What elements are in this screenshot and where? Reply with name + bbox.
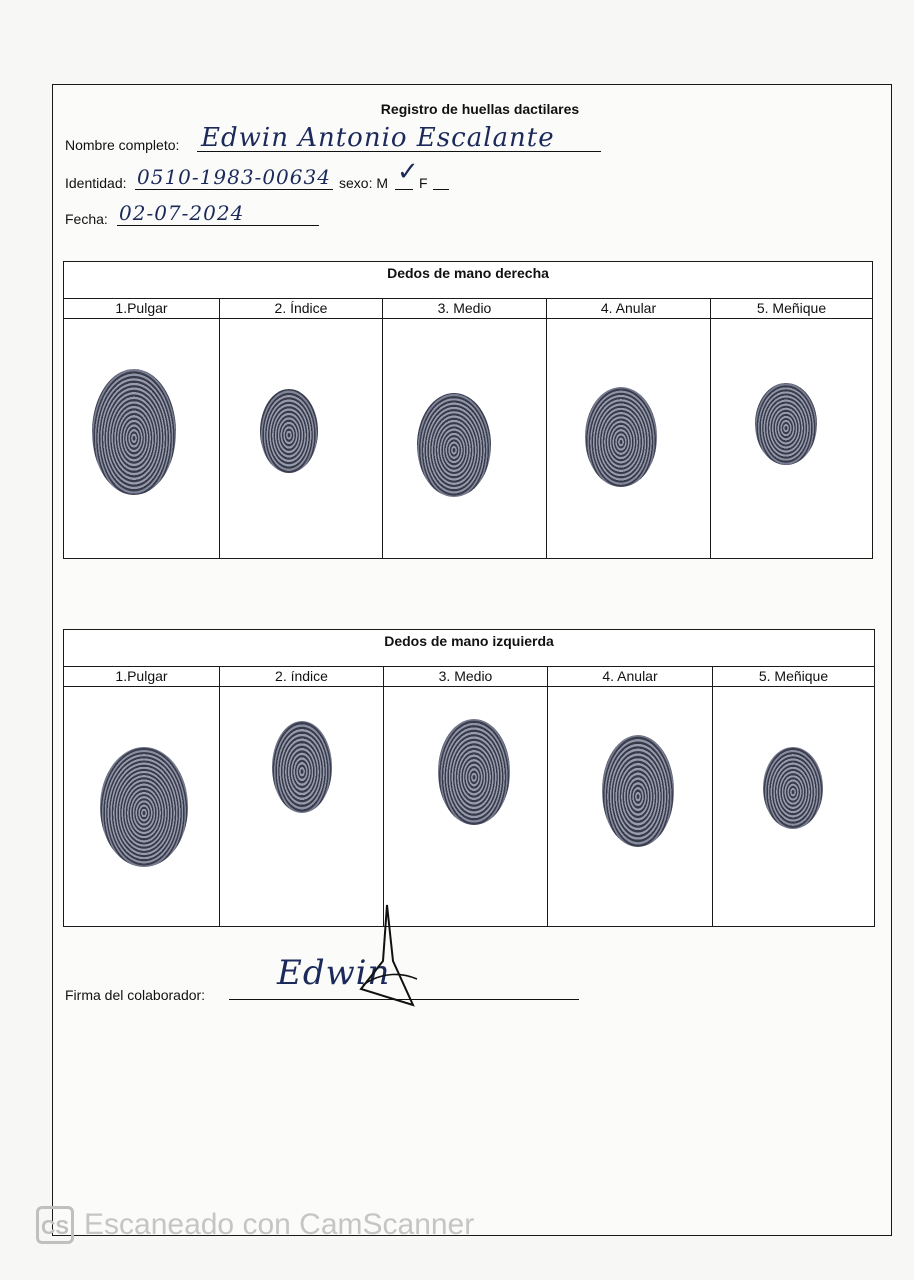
left-little-column [713, 666, 874, 926]
left-little-fingerprint [763, 747, 823, 829]
sex-f-label: F [419, 175, 428, 191]
sex-label: sexo: M [339, 175, 389, 191]
right-index-fingerprint [260, 389, 318, 473]
id-underline [135, 189, 333, 190]
right-ring-column [547, 298, 711, 558]
camscanner-watermark [36, 1206, 474, 1244]
sex-f-underline [433, 189, 449, 190]
name-value: Edwin Antonio Escalante [201, 123, 555, 153]
date-value: 02-07-2024 [119, 201, 245, 225]
name-underline [197, 151, 601, 152]
right-thumb-fingerprint [92, 369, 176, 495]
camscanner-logo: CS [36, 1206, 74, 1244]
right-hand-table [63, 261, 873, 559]
left-thumb-label: 1.Pulgar [64, 666, 219, 687]
right-little-label: 5. Meñique [711, 298, 872, 319]
right-thumb-column [64, 298, 220, 558]
date-label: Fecha: [65, 211, 108, 227]
left-ring-label: 4. Anular [548, 666, 712, 687]
sex-check-mark: ✓ [397, 157, 420, 187]
left-hand-title: Dedos de mano izquierda [64, 630, 874, 667]
camscanner-text: Escaneado con CamScanner [84, 1208, 475, 1241]
left-index-fingerprint [272, 721, 332, 813]
right-hand-title: Dedos de mano derecha [64, 262, 872, 299]
right-index-column [220, 298, 383, 558]
id-label: Identidad: [65, 175, 127, 191]
form-title: Registro de huellas dactilares [380, 101, 580, 117]
left-index-label: 2. índice [220, 666, 383, 687]
left-ring-column [548, 666, 713, 926]
right-ring-fingerprint [585, 387, 657, 487]
left-middle-label: 3. Medio [384, 666, 547, 687]
signature-label: Firma del colaborador: [65, 987, 206, 1003]
right-index-label: 2. Índice [220, 298, 382, 319]
sex-m-underline [395, 189, 413, 190]
right-middle-label: 3. Medio [383, 298, 546, 319]
left-middle-column [384, 666, 548, 926]
left-thumb-fingerprint [100, 747, 188, 867]
name-label: Nombre completo: [65, 137, 180, 153]
right-middle-fingerprint [417, 393, 491, 497]
right-little-fingerprint [755, 383, 817, 465]
left-little-label: 5. Meñique [713, 666, 874, 687]
left-thumb-column [64, 666, 220, 926]
left-ring-fingerprint [602, 735, 674, 847]
right-middle-column [383, 298, 547, 558]
left-middle-fingerprint [438, 719, 510, 825]
signature-flourish [353, 901, 423, 1011]
left-hand-table [63, 629, 875, 927]
form-sheet [52, 84, 892, 1236]
right-ring-label: 4. Anular [547, 298, 710, 319]
left-index-column [220, 666, 384, 926]
right-thumb-label: 1.Pulgar [64, 298, 219, 319]
signature-handwriting: Edwin [277, 953, 391, 993]
date-underline [117, 225, 319, 226]
right-little-column [711, 298, 872, 558]
id-value: 0510-1983-00634 [137, 165, 331, 189]
